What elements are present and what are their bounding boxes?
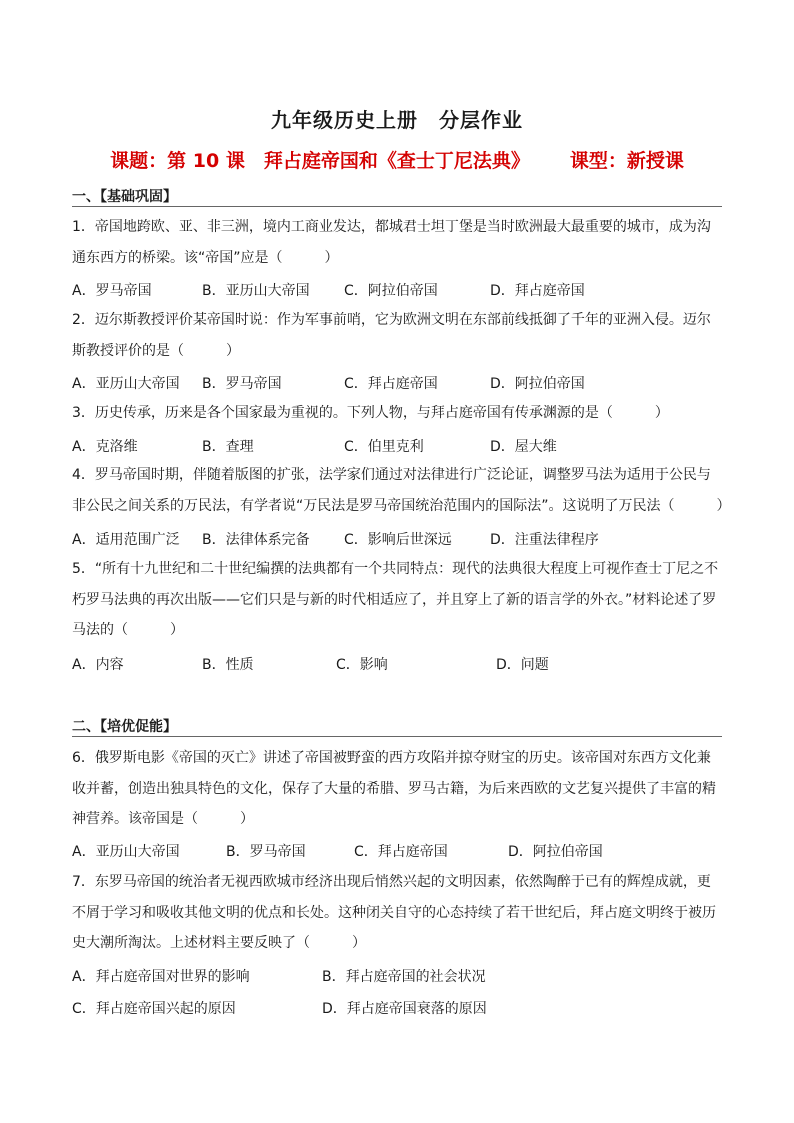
- option-b[interactable]: B．性质: [202, 657, 254, 673]
- section-divider: [72, 206, 722, 207]
- question-1: 1．帝国地跨欧、亚、非三洲，境内工商业发达，都城君士坦丁堡是当时欧洲最大最重要的城市，成为沟通东西方的桥梁。该“帝国”应是（ ）: [72, 219, 711, 266]
- option-b[interactable]: B．查理: [202, 439, 254, 455]
- lesson-label: 课题：: [110, 150, 168, 172]
- option-a[interactable]: A．克洛维: [72, 439, 138, 455]
- option-d[interactable]: D．拜占庭帝国衰落的原因: [322, 1001, 487, 1017]
- option-b[interactable]: B．罗马帝国: [202, 376, 282, 392]
- section-heading-advanced: [72, 716, 177, 736]
- lesson-header: [0, 146, 794, 173]
- option-c[interactable]: C．拜占庭帝国兴起的原因: [72, 1001, 236, 1017]
- question-5: 5．“所有十九世纪和二十世纪编撰的法典都有一个共同特点：现代的法典很大程度上可视作查士丁尼之不朽罗马法典的再次出版——它们只是与新的时代相适应了，并且穿上了新的语言学的外衣。”材料论述了罗马法的（ ）: [72, 561, 719, 638]
- option-a[interactable]: A．亚历山大帝国: [72, 844, 180, 860]
- question-4: 4．罗马帝国时期，伴随着版图的扩张，法学家们通过对法律进行广泛论证，调整罗马法为适用于公民与非公民之间关系的万民法，有学者说“万民法是罗马帝国统治范围内的国际法”。这说明了万民法（ ）: [72, 467, 731, 514]
- question-7: 7．东罗马帝国的统治者无视西欧城市经济出现后悄然兴起的文明因素，依然陶醉于已有的辉煌成就，更不屑于学习和吸收其他文明的优点和长处。这种闭关自守的心态持续了若干世纪后，拜占庭文明终于被历史大潮所淘汰。上述材料主要反映了（ ）: [72, 874, 716, 951]
- option-c[interactable]: C．拜占庭帝国: [354, 844, 448, 860]
- option-a[interactable]: A．内容: [72, 657, 124, 673]
- question-2: 2．迈尔斯教授评价某帝国时说：作为军事前哨，它为欧洲文明在东部前线抵御了千年的亚洲入侵。迈尔斯教授评价的是（ ）: [72, 312, 711, 359]
- question-6: 6．俄罗斯电影《帝国的灭亡》讲述了帝国被野蛮的西方攻陷并掠夺财宝的历史。该帝国对东西方文化兼收并蓄，创造出独具特色的文化，保存了大量的希腊、罗马古籍，为后来西欧的文艺复兴提供了丰富的精神营养。该帝国是（ ）: [72, 750, 716, 827]
- option-c[interactable]: C．伯里克利: [344, 439, 424, 455]
- option-c[interactable]: C．阿拉伯帝国: [344, 283, 438, 299]
- option-c[interactable]: C．拜占庭帝国: [344, 376, 438, 392]
- option-b[interactable]: B．拜占庭帝国的社会状况: [322, 969, 486, 985]
- option-b[interactable]: B．法律体系完备: [202, 532, 310, 548]
- option-b[interactable]: B．亚历山大帝国: [202, 283, 310, 299]
- option-a[interactable]: A．罗马帝国: [72, 283, 152, 299]
- lesson-name: 第 10 课 拜占庭帝国和《查士丁尼法典》: [167, 150, 530, 172]
- option-a[interactable]: A．拜占庭帝国对世界的影响: [72, 969, 250, 985]
- option-a[interactable]: A．亚历山大帝国: [72, 376, 180, 392]
- option-d[interactable]: D．注重法律程序: [490, 532, 599, 548]
- option-d[interactable]: D．拜占庭帝国: [490, 283, 585, 299]
- option-d[interactable]: D．阿拉伯帝国: [490, 376, 585, 392]
- option-c[interactable]: C．影响: [336, 657, 388, 673]
- option-d[interactable]: D．问题: [496, 657, 549, 673]
- question-3: 3．历史传承，历来是各个国家最为重视的。下列人物，与拜占庭帝国有传承渊源的是（ ）: [72, 405, 669, 421]
- option-c[interactable]: C．影响后世深远: [344, 532, 452, 548]
- option-a[interactable]: A．适用范围广泛: [72, 532, 180, 548]
- section-divider: [72, 736, 722, 737]
- lesson-type: 课型：新授课: [569, 150, 684, 172]
- option-b[interactable]: B．罗马帝国: [226, 844, 306, 860]
- option-d[interactable]: D．屋大维: [490, 439, 557, 455]
- section-heading-text: 一、【基础巩固】: [72, 189, 177, 205]
- section-heading-basic: [72, 186, 177, 206]
- option-d[interactable]: D．阿拉伯帝国: [508, 844, 603, 860]
- page-title: 九年级历史上册 分层作业: [271, 108, 523, 132]
- section-heading-text: 二、【培优促能】: [72, 719, 177, 735]
